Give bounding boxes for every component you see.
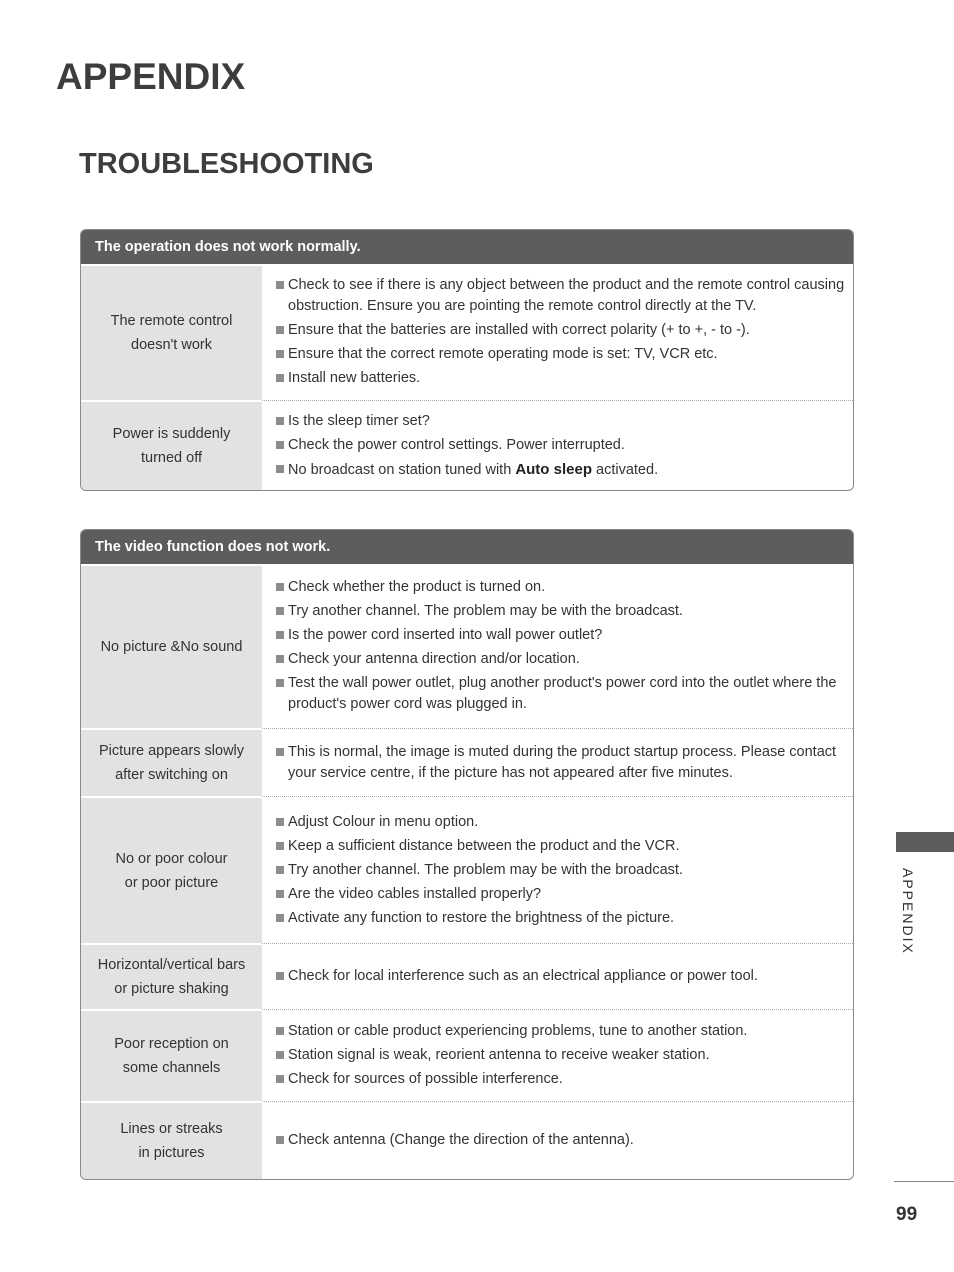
problem-line: Poor reception on — [114, 1036, 229, 1052]
solution-list — [262, 564, 853, 728]
side-tab-label: APPENDIX — [900, 868, 916, 955]
solution-list — [262, 264, 853, 400]
solution-item: Test the wall power outlet, plug another product's power cord into the outlet where the product's power cord was plugged in. — [274, 673, 847, 715]
solution-item: Keep a sufficient distance between the product and the VCR. — [274, 836, 847, 857]
problem-line: Lines or streaks — [120, 1121, 223, 1137]
problem-line: some channels — [122, 1060, 221, 1076]
solution-item — [274, 459, 847, 481]
table-row — [81, 728, 853, 796]
troubleshooting-table-operation — [80, 229, 854, 491]
problem-line: doesn't work — [131, 337, 212, 353]
problem-line: in pictures — [138, 1145, 205, 1161]
problem-line: Picture appears slowly — [98, 743, 245, 759]
side-tab-marker — [896, 832, 954, 852]
solution-item: Check your antenna direction and/or location. — [274, 649, 847, 670]
table-row — [81, 400, 853, 490]
solution-item: Ensure that the batteries are installed with correct polarity (+ to +, - to -). — [274, 320, 847, 341]
problem-cell — [81, 564, 262, 728]
solution-item: Station or cable product experiencing problems, tune to another station. — [274, 1021, 847, 1042]
page-number: 99 — [896, 1204, 918, 1225]
section-title: TROUBLESHOOTING — [79, 148, 374, 180]
solution-item: Activate any function to restore the brightness of the picture. — [274, 908, 847, 929]
solution-item: Adjust Colour in menu option. — [274, 812, 847, 833]
problem-line: Power is suddenly — [112, 426, 231, 442]
problem-cell — [81, 943, 262, 1009]
table-row — [81, 1009, 853, 1101]
solution-text: activated. — [592, 461, 659, 478]
problem-cell — [81, 728, 262, 796]
solution-item: Check for local interference such as an electrical appliance or power tool. — [274, 966, 847, 987]
page-number-rule — [894, 1181, 954, 1182]
table-header: The video function does not work. — [81, 530, 853, 564]
solution-list — [262, 1101, 853, 1179]
problem-line: turned off — [140, 450, 202, 466]
solution-list — [262, 400, 853, 490]
solution-item: Is the power cord inserted into wall power outlet? — [274, 625, 847, 646]
problem-cell — [81, 264, 262, 400]
solution-item: Check for sources of possible interference. — [274, 1069, 847, 1090]
solution-item: Is the sleep timer set? — [274, 411, 847, 432]
solution-item: Are the video cables installed properly? — [274, 884, 847, 905]
solution-list — [262, 943, 853, 1009]
problem-cell — [81, 796, 262, 943]
table-row — [81, 564, 853, 728]
problem-line: No or poor colour — [115, 850, 228, 867]
problem-line: No picture &No sound — [100, 639, 243, 655]
page-title: APPENDIX — [56, 56, 246, 97]
solution-item: Install new batteries. — [274, 368, 847, 389]
problem-cell — [81, 1009, 262, 1101]
solution-item: This is normal, the image is muted during the product startup process. Please contact your service centre, if the picture has not appeared after five minutes. — [274, 742, 847, 784]
auto-sleep-keyword: Auto sleep — [515, 460, 592, 478]
solution-list — [262, 728, 853, 796]
table-row — [81, 1101, 853, 1179]
solution-list — [262, 796, 853, 943]
troubleshooting-table-video — [80, 529, 854, 1180]
problem-cell — [81, 1101, 262, 1179]
solution-list — [262, 1009, 853, 1101]
table-row — [81, 943, 853, 1009]
problem-line: Horizontal/vertical bars — [97, 957, 246, 973]
solution-item: Try another channel. The problem may be with the broadcast. — [274, 860, 847, 881]
problem-line: or poor picture — [124, 874, 219, 891]
solution-item: Try another channel. The problem may be with the broadcast. — [274, 601, 847, 622]
solution-item: Check to see if there is any object between the product and the remote control causing obstruction. Ensure you are pointing the remote control directly at the TV. — [274, 275, 847, 317]
problem-line: or picture shaking — [114, 981, 229, 997]
problem-line: after switching on — [115, 767, 228, 783]
solution-item: Station signal is weak, reorient antenna to receive weaker station. — [274, 1045, 847, 1066]
table-row — [81, 264, 853, 400]
solution-text: No broadcast on station tuned with — [288, 461, 516, 478]
table-row — [81, 796, 853, 943]
solution-item: Ensure that the correct remote operating mode is set: TV, VCR etc. — [274, 344, 847, 365]
solution-item: Check whether the product is turned on. — [274, 577, 847, 598]
problem-line: The remote control — [110, 313, 233, 329]
table-header: The operation does not work normally. — [81, 230, 853, 264]
solution-item: Check the power control settings. Power interrupted. — [274, 435, 847, 456]
problem-cell — [81, 400, 262, 490]
solution-item: Check antenna (Change the direction of the antenna). — [274, 1130, 847, 1151]
